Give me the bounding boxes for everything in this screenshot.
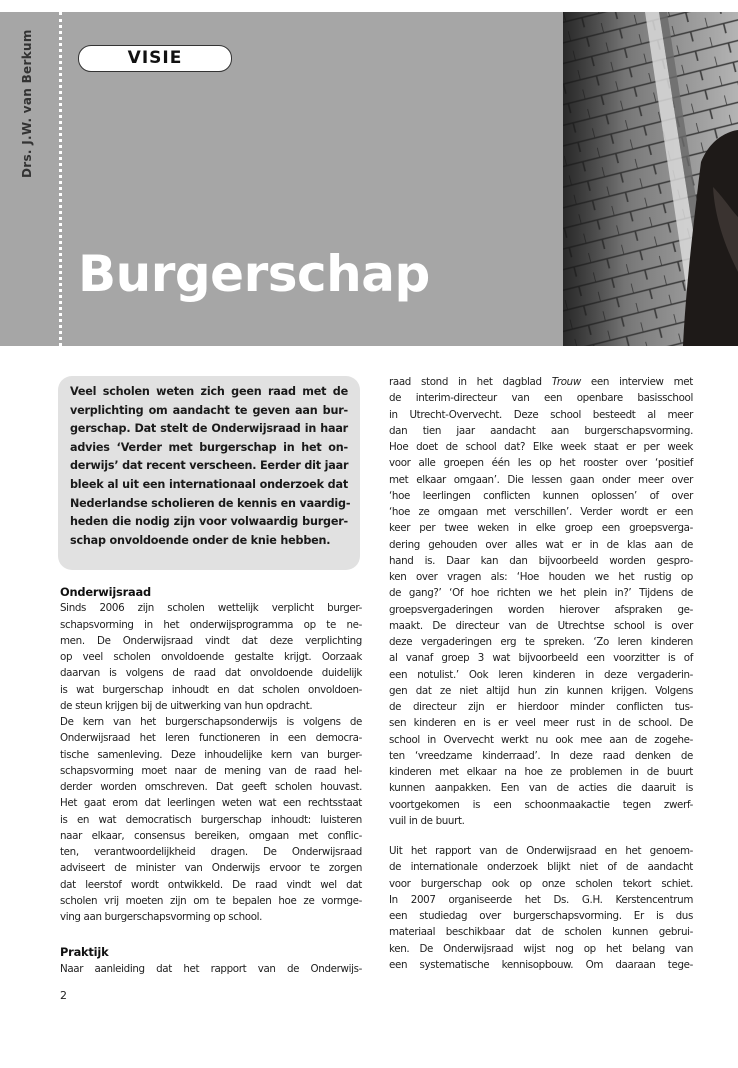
left-column bbox=[60, 584, 362, 977]
text-line: Het gaat erom dat leerlingen weten wat een rechtsstaat bbox=[60, 797, 362, 810]
heading-onderwijsraad: Onderwijsraad bbox=[60, 585, 151, 599]
text-line: de internationale onderzoek blijkt niet of de aandacht bbox=[389, 861, 693, 874]
text-line: een notulist.’ Ook leren kinderen in deze vergaderin- bbox=[389, 668, 693, 681]
paragraph bbox=[389, 843, 693, 973]
text-line: daarvan is volgens de raad dat onvoldoende duidelijk bbox=[60, 667, 362, 680]
text-line: scholen vrij moeten zijn om te bepalen hoe ze vormge- bbox=[60, 894, 362, 907]
girl-at-brick-wall-photo bbox=[563, 12, 738, 346]
intro-line: Veel scholen weten zich geen raad met de bbox=[70, 385, 348, 398]
text-line: ken. De Onderwijsraad wijst nog op het belang van bbox=[389, 942, 693, 955]
dotted-divider bbox=[59, 12, 62, 358]
text-line: kunnen aanpakken. Een van de acties die daaruit is bbox=[389, 782, 693, 795]
text-line: op veel scholen onvoldoende gestalte krijgt. Oorzaak bbox=[60, 651, 362, 663]
text-line: ving aan burgerschapsvorming op school. bbox=[60, 911, 263, 923]
newspaper-name: Trouw bbox=[551, 376, 581, 388]
intro-box bbox=[58, 376, 360, 570]
section-label: VISIE bbox=[78, 45, 232, 72]
intro-line: gerschap. Dat stelt de Onderwijsraad in haar bbox=[70, 422, 348, 436]
text-line: adviseert de minister van Onderwijs ervoor te zorgen bbox=[60, 862, 362, 875]
text-line: voor burgerschap ook op onze scholen tekort schiet. bbox=[389, 877, 693, 890]
text-line: met elkaar omgaan’. Die lessen gaan onder meer over bbox=[389, 473, 693, 486]
text-line: voor alle groepen één les op het rooster over ‘positief bbox=[389, 457, 693, 470]
top-margin bbox=[0, 0, 738, 12]
text-line: schapsvorming moet naar de mening van de raad hel- bbox=[60, 764, 362, 777]
text-line: groepsvergaderingen worden hierover afspraken ge- bbox=[389, 603, 693, 616]
intro-line: schap onvoldoende onder de knie hebben. bbox=[70, 533, 331, 547]
text-line: ten, verantwoordelijkheid dragen. De Onderwijsraad bbox=[60, 846, 362, 858]
text-line: de gang?’ ‘Of hoe richten we het plein in?’ Tijdens de bbox=[389, 587, 693, 600]
text-line: materiaal beschikbaar dat de scholen kunnen gebrui- bbox=[389, 926, 693, 939]
text-line: In 2007 organiseerde het Ds. G.H. Kerstencentrum bbox=[389, 893, 693, 906]
text-line: ‘hoe ze omgaan met verschillen’. Verder wordt er een bbox=[389, 506, 693, 518]
author-name: Drs. J.W. van Berkum bbox=[20, 29, 34, 178]
text-line: ten ‘vreedzame kinderraad’. In deze raad denken de bbox=[389, 749, 693, 762]
text-line: schapsvorming in het onderwijsprogramma op te ne- bbox=[60, 618, 362, 631]
text-line: hand is. Daar kan dan bijvoorbeeld worden gespro- bbox=[389, 554, 693, 567]
intro-line: derwijs’ dat recent verscheen. Eerder dit jaar bbox=[70, 459, 349, 473]
text-line: de interim-directeur van een openbare basisschool bbox=[389, 392, 693, 405]
page-title: Burgerschap bbox=[78, 245, 430, 303]
text-line: gen dat ze niet altijd hun zin kunnen krijgen. Volgens bbox=[389, 684, 693, 697]
header-photo bbox=[563, 12, 738, 346]
text-line: ‘hoe leerlingen conflicten kunnen oplossen’ of over bbox=[389, 489, 693, 502]
text-line: De kern van het burgerschapsonderwijs is volgens de bbox=[60, 716, 362, 728]
heading-praktijk: Praktijk bbox=[60, 945, 109, 960]
intro-line: advies ‘Verder met burgerschap in het on- bbox=[70, 440, 348, 454]
text-line: Hoe doet de school dat? Elke week staat er per week bbox=[389, 441, 693, 453]
text-fragment: raad stond in het dagblad bbox=[389, 376, 552, 388]
text-line: sen kinderen en is er veel meer rust in de school. De bbox=[389, 717, 693, 730]
intro-line: Nederlandse scholieren de kennis en vaardig- bbox=[70, 496, 351, 510]
text-line: dan tien jaar aandacht aan burgerschapsvorming. bbox=[389, 424, 693, 437]
text-line: een studiedag over burgerschapsvorming. Er is dus bbox=[389, 910, 693, 922]
intro-text bbox=[70, 383, 351, 550]
text-line: vuil in de buurt. bbox=[389, 814, 465, 827]
text-line: Uit het rapport van de Onderwijsraad en het genoem- bbox=[389, 845, 693, 857]
text-line: Onderwijsraad het leren functioneren in een democra- bbox=[60, 732, 362, 745]
paragraph bbox=[60, 600, 362, 714]
text-line: dering gehouden over alles wat er in de klas aan de bbox=[389, 538, 693, 551]
text-line: een systematische kennisopbouw. Om daaraan tege- bbox=[389, 958, 693, 971]
text-line: men. De Onderwijsraad vindt dat deze verplichting bbox=[60, 634, 362, 647]
text-line: de steun krijgen bij de uitwerking van hun opdracht. bbox=[60, 699, 313, 712]
text-line: voortgekomen is een schoonmaakactie tegen zwerf- bbox=[389, 798, 693, 811]
text-line: school in Overvecht werkt nu ook mee aan de zogehe- bbox=[389, 733, 693, 746]
text-line: derder worden omschreven. Dat geeft scholen houvast. bbox=[60, 781, 362, 793]
intro-line: bleek al uit een internationaal onderzoek dat bbox=[70, 477, 348, 491]
intro-line: heden die nodig zijn voor volwaardig burger- bbox=[70, 515, 348, 529]
paragraph bbox=[60, 961, 362, 977]
right-column bbox=[389, 374, 693, 973]
text-line: dat leerstof wordt ontwikkeld. De raad vindt wel dat bbox=[60, 878, 362, 891]
paragraph bbox=[60, 714, 362, 925]
text-line: kinderen met elkaar na hoe ze problemen in de buurt bbox=[389, 766, 693, 778]
text-line: deze vergaderingen erg te spreken. ‘Zo leren kinderen bbox=[389, 636, 693, 648]
text-line: keer per twee weken in elke groep een groepsverga- bbox=[389, 522, 693, 535]
text-line: maakt. De directeur van de Utrechtse school is over bbox=[389, 619, 693, 632]
paragraph bbox=[389, 374, 693, 829]
text-line: is en wat democratisch burgerschap inhoudt: luisteren bbox=[60, 813, 362, 826]
text-line: in Utrecht-Overvecht. Deze school besteedt al meer bbox=[389, 408, 693, 421]
text-line bbox=[389, 374, 693, 390]
text-line: de directeur zijn er hierdoor minder conflicten tus- bbox=[389, 701, 693, 713]
text-line: al vanaf groep 3 wat bijvoorbeeld een voorzitter is of bbox=[389, 652, 693, 665]
page-number: 2 bbox=[60, 989, 67, 1002]
text-line: naar elkaar, consensus bereiken, omgaan met conflic- bbox=[60, 829, 362, 842]
text-line: is wat burgerschap inhoudt en dat scholen onvoldoen- bbox=[60, 683, 362, 696]
text-line: Naar aanleiding dat het rapport van de Onderwijs- bbox=[60, 962, 362, 975]
text-line: Sinds 2006 zijn scholen wettelijk verplicht burger- bbox=[60, 602, 362, 615]
text-line: tische samenleving. Deze inhoudelijke kern van burger- bbox=[60, 748, 362, 761]
text-line: ken over vragen als: ‘Hoe houden we het rustig op bbox=[389, 571, 693, 583]
text-fragment: een interview met bbox=[580, 376, 693, 388]
intro-line: verplichting om aandacht te geven aan bur- bbox=[70, 403, 348, 417]
